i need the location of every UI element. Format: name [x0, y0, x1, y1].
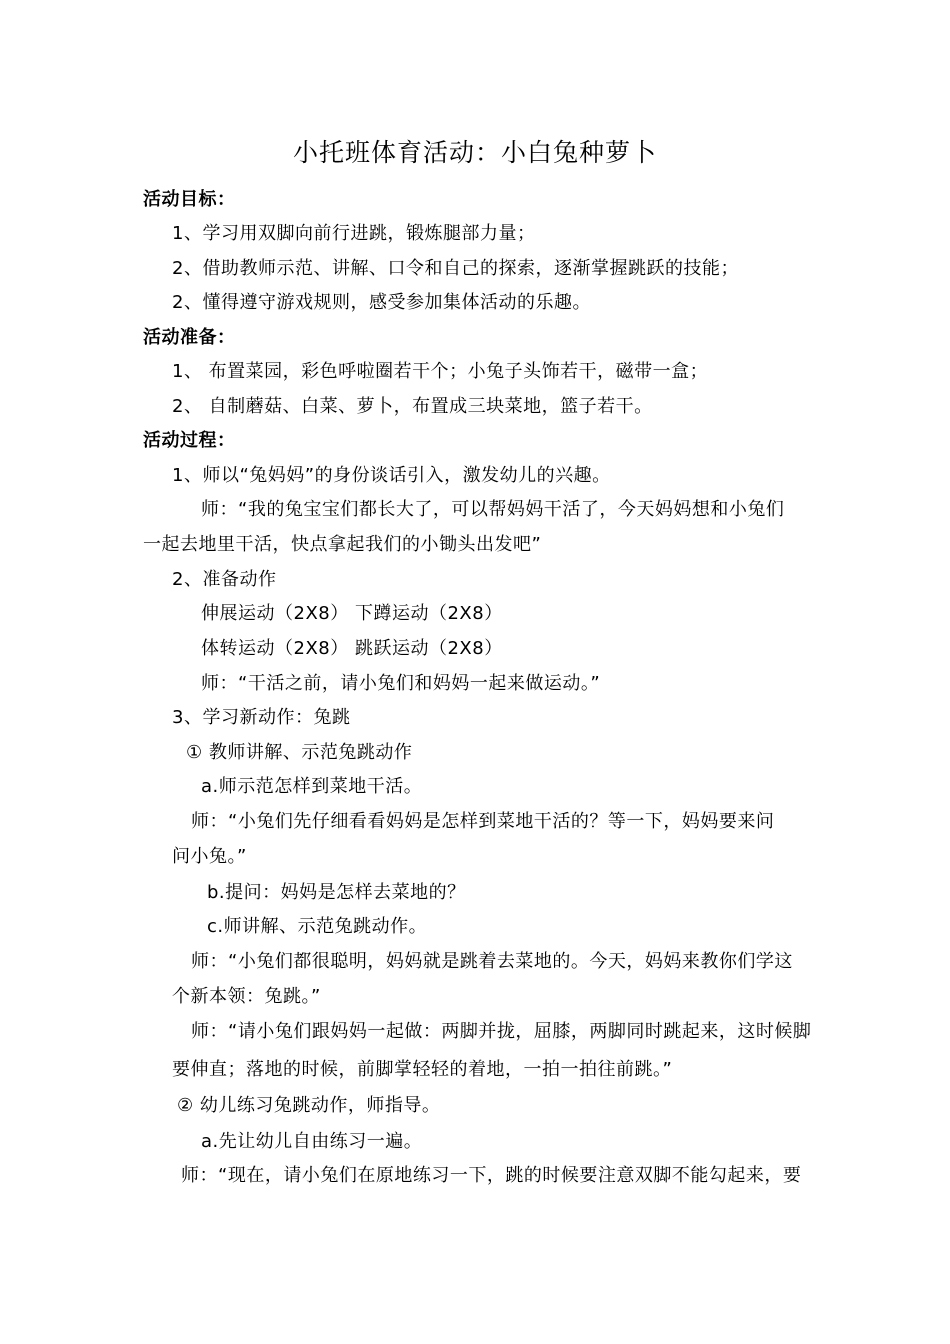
process-line: b.提问：妈妈是怎样去菜地的？ [207, 882, 466, 903]
goal-item-2: 2、借助教师示范、讲解、口令和自己的探索，逐渐掌握跳跃的技能； [172, 258, 739, 279]
document-title: 小托班体育活动：小白兔种萝卜 [292, 138, 657, 167]
process-line: 个新本领：兔跳。” [172, 986, 321, 1007]
goal-item-3: 2、懂得遵守游戏规则，感受参加集体活动的乐趣。 [172, 292, 591, 313]
process-line: 师：“现在，请小兔们在原地练习一下，跳的时候要注意双脚不能勾起来，要 [181, 1165, 802, 1186]
prep-item-2: 2、 自制蘑菇、白菜、萝卜，布置成三块菜地，篮子若干。 [172, 396, 653, 417]
process-line: 一起去地里干活，快点拿起我们的小锄头出发吧” [143, 534, 542, 555]
process-line: 师：“干活之前，请小兔们和妈妈一起来做运动。” [201, 673, 601, 694]
goals-heading: 活动目标： [143, 189, 236, 210]
prep-item-1: 1、 布置菜园，彩色呼啦圈若干个；小兔子头饰若干，磁带一盒； [172, 361, 709, 382]
process-line: 师：“我的兔宝宝们都长大了，可以帮妈妈干活了，今天妈妈想和小兔们 [201, 499, 785, 520]
prep-heading: 活动准备： [143, 327, 236, 348]
process-line: 师：“小兔们都很聪明，妈妈就是跳着去菜地的。今天，妈妈来教你们学这 [191, 951, 793, 972]
process-line: a.先让幼儿自由练习一遍。 [201, 1131, 423, 1152]
process-line: 师：“请小兔们跟妈妈一起做：两脚并拢，屈膝，两脚同时跳起来，这时候脚 [191, 1021, 812, 1042]
goal-item-1: 1、学习用双脚向前行进跳，锻炼腿部力量； [172, 223, 536, 244]
process-line: 3、学习新动作：兔跳 [172, 707, 351, 728]
process-line: a.师示范怎样到菜地干活。 [201, 776, 423, 797]
process-heading: 活动过程： [143, 430, 236, 451]
process-line: 问小兔。” [172, 846, 247, 867]
process-line: ① 教师讲解、示范兔跳动作 [186, 742, 413, 763]
process-line: c.师讲解、示范兔跳动作。 [207, 916, 428, 937]
process-line: 伸展运动（2X8） 下蹲运动（2X8） [201, 603, 503, 624]
process-line: 2、准备动作 [172, 569, 277, 590]
process-line: 1、师以“兔妈妈”的身份谈话引入，激发幼儿的兴趣。 [172, 465, 611, 486]
process-line: 师：“小兔们先仔细看看妈妈是怎样到菜地干活的？等一下，妈妈要来问 [191, 811, 775, 832]
process-line: 体转运动（2X8） 跳跃运动（2X8） [201, 638, 503, 659]
process-line: ② 幼儿练习兔跳动作，师指导。 [177, 1095, 441, 1116]
process-line: 要伸直；落地的时候，前脚掌轻轻的着地，一拍一拍往前跳。” [172, 1059, 673, 1080]
